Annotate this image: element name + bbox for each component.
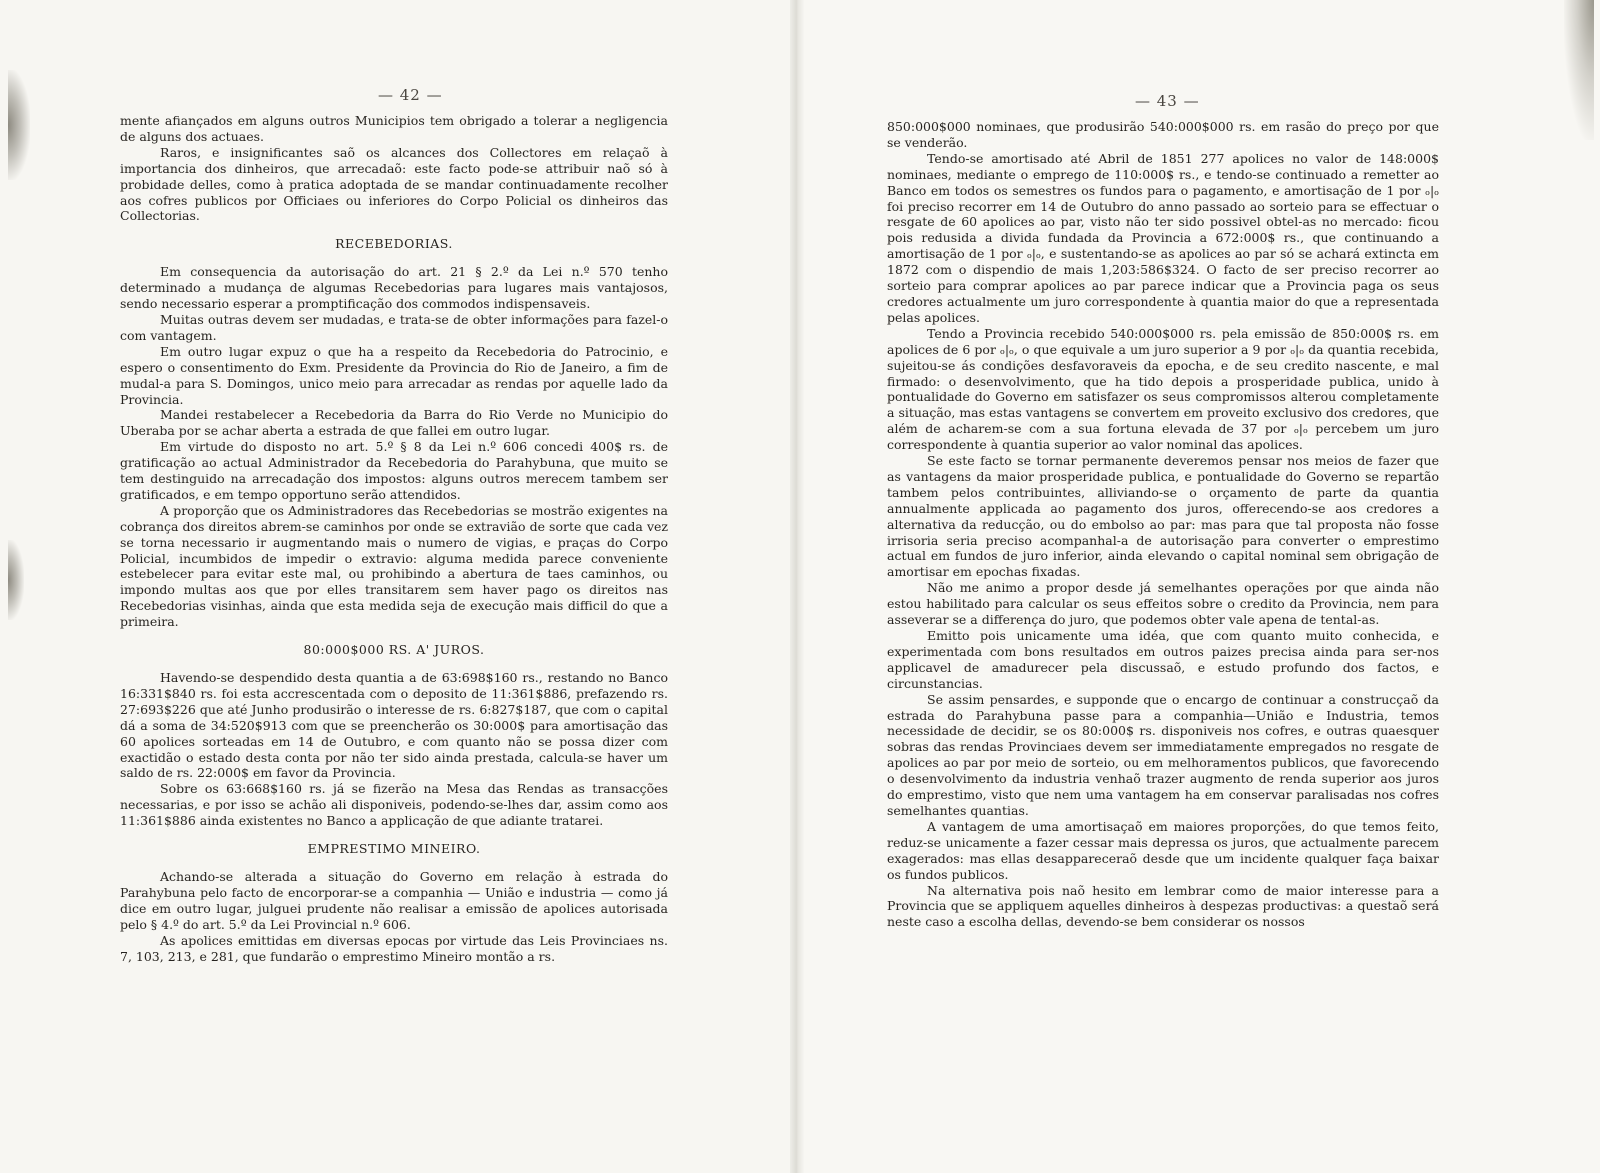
paragraph: Sobre os 63:668$160 rs. já se fizerão na Mesa das Rendas as transacções necessarias, e por isso se achão ali disponiveis, podendo-se-lhes dar, assim como aos 11:361$886 ainda existentes no Banco a applicação de que adiante tratarei. bbox=[120, 781, 668, 829]
paragraph: Se este facto se tornar permanente deveremos pensar nos meios de fazer que as vantagens da maior prosperidade publica, e pontualidade do Governo se repartão tambem pelos contribuintes, alliviando-se o orçamento de parte da quantia annualmente applicada ao pagamento dos juros, offerecendo-se aos credores a alternativa da reducção, ou do embolso ao par: mas para que tal proposta não fosse irrisoria seria preciso acompanhal-a de autorisação para converter o emprestimo actual em fundos de juro inferior, ainda elevando o capital nominal sem obrigação de amortisar em epochas fixadas. bbox=[887, 453, 1439, 580]
paragraph: A vantagem de uma amortisaçaõ em maiores proporções, do que temos feito, reduz-se unicamente a fazer cessar mais depressa os juros, que actualmente parecem exagerados: mas ellas desappareceraõ desde que um incidente qualquer faça baixar os fundos publicos. bbox=[887, 818, 1439, 882]
book-gutter bbox=[790, 0, 804, 1173]
paragraph: Em outro lugar expuz o que ha a respeito da Recebedoria do Patrocinio, e espero o consentimento do Exm. Presidente da Provincia do Rio de Janeiro, a fim de mudal-a para S. Domingos, unico meio para arrecadar as rendas por aquelle lado da Provincia. bbox=[120, 343, 668, 407]
paragraph: Em virtude do disposto no art. 5.º § 8 da Lei n.º 606 concedi 400$ rs. de gratificação ao actual Administrador da Recebedoria do Parahybuna, que muito se tem destinguido na arrecadação dos impostos: alguns outros merecem tambem ser gratificados, e em tempo opportuno serão attendidos. bbox=[120, 439, 668, 502]
paragraph: Mandei restabelecer a Recebedoria da Barra do Rio Verde no Municipio do Uberaba por se achar aberta a estrada de que fallei em outro lugar. bbox=[120, 407, 668, 439]
paragraph: Raros, e insignificantes saõ os alcances dos Collectores em relaçaõ à importancia dos dinheiros, que arrecadaõ: este facto pode-se attribuir naõ só à probidade delles, como à pratica adoptada de se mandar continuadamente recolher aos cofres publicos por Officiaes ou inferiores do Corpo Policial os dinheiros das Collectorias. bbox=[120, 144, 668, 224]
paragraph: Não me animo a propor desde já semelhantes operações por que ainda não estou habilitado para calcular os seus effeitos sobre o credito da Provincia, nem para asseverar se a differença do juro, que podemos obter vale apena de tental-as. bbox=[887, 580, 1439, 628]
right-page-number: — 43 — bbox=[1135, 92, 1200, 110]
right-page-body bbox=[887, 119, 1439, 930]
paragraph: Emitto pois unicamente uma idéa, que com quanto muito conhecida, e experimentada com bons resultados em outros paizes precisa ainda para ser-nos applicavel de amadurecer pela discussaõ, e estudo profundo dos factos, e circunstancias. bbox=[887, 628, 1439, 691]
page-edge-stain-lower bbox=[8, 540, 24, 620]
page-corner-stain bbox=[1564, 0, 1594, 140]
paragraph: Tendo-se amortisado até Abril de 1851 277 apolices no valor de 148:000$ nominaes, mediante o emprego de 110:000$ rs., e tendo-se continuado a remetter ao Banco em todos os semestres os fundos para o pagamento, e amortisação de 1 por ₒ|ₒ foi preciso recorrer em 14 de Outubro do anno passado ao sorteio para se effectuar o resgate de 60 apolices ao par, visto não ter sido possivel obtel-as no mercado: ficou pois redusida a divida fundada da Provincia a 672:000$ rs., que continuando a amortisação de 1 por ₒ|ₒ, e sustentando-se as apolices ao par só se achará extincta em 1872 com o dispendio de mais 1,203:586$324. O facto de ser preciso recorrer ao sorteio para comprar apolices ao par parece indicar que a Provincia paga os seus credores actualmente um juro correspondente à quantia maior do que a representada pelas apolices. bbox=[887, 150, 1439, 325]
paragraph: Tendo a Provincia recebido 540:000$000 rs. pela emissão de 850:000$ rs. em apolices de 6 por ₒ|ₒ, o que equivale a um juro superior a 9 por ₒ|ₒ da quantia recebida, sujeitou-se ás condições desfavoraveis da epocha, e de seu credito nascente, e mal firmado: o desenvolvimento, que ha tido depois a prosperidade publica, unido à pontualidade do Governo em satisfazer os seus compromissos alterou completamente a situação, mas estas vantagens se convertem em proveito exclusivo dos credores, que além de acharem-se com a sua fortuna elevada de 37 por ₒ|ₒ percebem um juro correspondente à quantia superior ao valor nominal das apolices. bbox=[887, 325, 1439, 453]
left-page-number: — 42 — bbox=[378, 86, 443, 104]
paragraph: Na alternativa pois naõ hesito em lembrar como de maior interesse para a Provincia que se appliquem aquelles dinheiros à despezas productivas: a questaõ será neste caso a escolha dellas, devendo-se bem considerar os nossos bbox=[887, 882, 1439, 930]
paragraph: Se assim pensardes, e supponde que o encargo de continuar a construcçaõ da estrada do Parahybuna passe para a companhia—União e Industria, temos necessidade de decidir, se os 80:000$ rs. disponiveis nos cofres, e outras quaesquer sobras das rendas Provinciaes devem ser immediatamente empregados no resgate de apolices ao par por meio de sorteio, ou em melhoramentos publicos, que favorecendo o desenvolvimento da industria venhaõ trazer augmento de renda superior aos juros do emprestimo, visto que nem uma vantagem ha em conservar paralisadas nos cofres semelhantes quantias. bbox=[887, 691, 1439, 818]
right-page bbox=[797, 0, 1600, 1173]
left-page bbox=[0, 0, 797, 1173]
section-heading: 80:000$000 RS. A' JUROS. bbox=[303, 642, 485, 658]
paragraph: As apolices emittidas em diversas epocas por virtude das Leis Provinciaes ns. 7, 103, 213, e 281, que fundarão o emprestimo Mineiro montão a rs. bbox=[120, 932, 668, 964]
paragraph: 850:000$000 nominaes, que produsirão 540:000$000 rs. em rasão do preço por que se venderão. bbox=[887, 119, 1439, 150]
paragraph: Muitas outras devem ser mudadas, e trata-se de obter informações para fazel-o com vantagem. bbox=[120, 311, 668, 343]
paragraph: A proporção que os Administradores das Recebedorias se mostrão exigentes na cobrança dos direitos abrem-se caminhos por onde se extravião de sorte que cada vez se torna necessario ir augmentando mais o numero de vigias, e praças do Corpo Policial, incumbidos de impedir o extravio: alguma medida parece conveniente estebelecer para evitar este mal, ou prohibindo a abertura de taes caminhos, ou impondo multas aos que por elles transitarem sem haver pago os direitos nas Recebedorias visinhas, ainda que esta medida seja de execução mais difficil do que a primeira. bbox=[120, 502, 668, 630]
paragraph: Em consequencia da autorisação do art. 21 § 2.º da Lei n.º 570 tenho determinado a mudança de algumas Recebedorias para lugares mais vantajosos, sendo necessario esperar a promptificação dos commodos indispensaveis. bbox=[120, 264, 668, 312]
paragraph: Achando-se alterada a situação do Governo em relação à estrada do Parahybuna pelo facto de encorporar-se a companhia — União e industria — como já dice em outro lugar, julguei prudente não realisar a emissão de apolices autorisada pelo § 4.º do art. 5.º da Lei Provincial n.º 606. bbox=[120, 868, 668, 932]
left-page-body bbox=[120, 113, 668, 964]
section-heading: EMPRESTIMO MINEIRO. bbox=[307, 841, 481, 857]
section-heading: RECEBEDORIAS. bbox=[335, 236, 453, 252]
paragraph: Havendo-se despendido desta quantia a de 63:698$160 rs., restando no Banco 16:331$840 rs. foi esta accrescentada com o deposito de 11:361$886, prefazendo rs. 27:693$226 que até Junho produsirão o interesse de rs. 6:827$187, que com o capital dá a soma de 34:520$913 com que se preencherão os 30:000$ para amortisação das 60 apolices sorteadas em 14 de Outubro, e com quanto não se possa dizer com exactidão o estado desta conta por não ter sido ainda prestada, calcula-se haver um saldo de rs. 22:000$ em favor da Provincia. bbox=[120, 670, 668, 781]
page-edge-stain bbox=[8, 70, 30, 180]
paragraph: mente afiançados em alguns outros Municipios tem obrigado a tolerar a negligencia de alguns dos actuaes. bbox=[120, 113, 668, 144]
